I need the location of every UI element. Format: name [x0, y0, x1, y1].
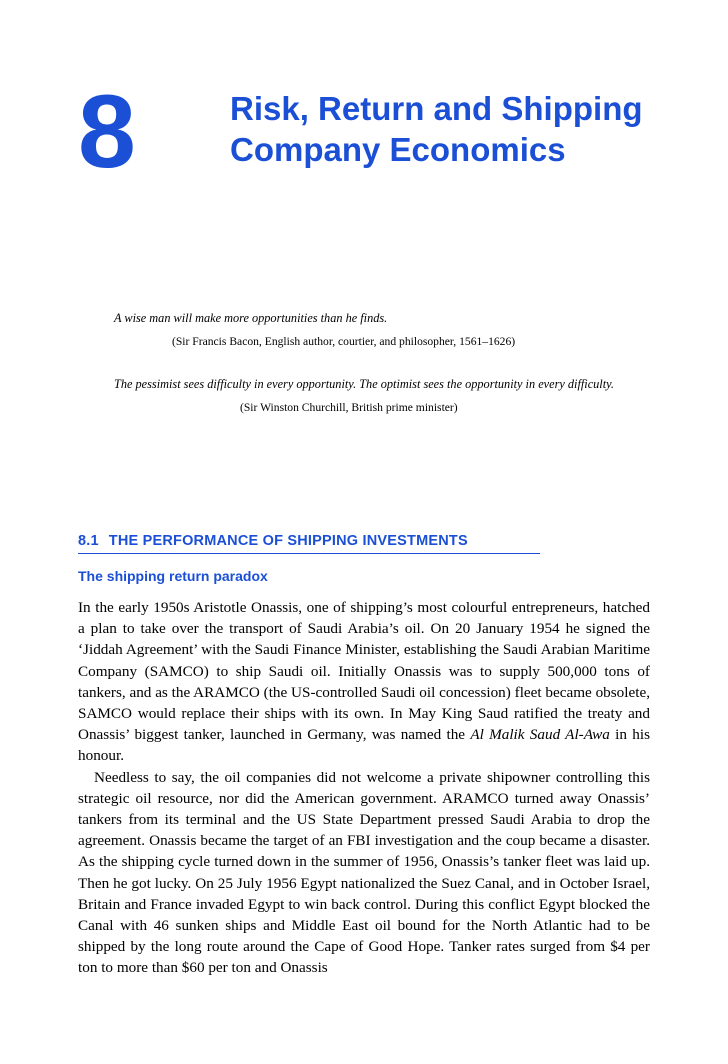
paragraph-2: Needless to say, the oil companies did not welcome a private shipowner controlling this strategic oil resource, nor did the American government. ARAMCO turned away Onassis’ tankers from its terminal and the US State Department pressed Saudi Arabia to drop the agreement. Onassis became the target of an FBI investigation and the coup became a disaster. As the shipping cycle turned down in the summer of 1956, Onassis’s tanker fleet was laid up. Then he got lucky. On 25 July 1956 Egypt nationalized the Suez Canal, and in October Israel, Britain and France invaded Egypt to win back control. During this conflict Egypt blocked the Canal with 46 sunken ships and Middle East oil bound for the North Atlantic had to be shipped by the long route around the Cape of Good Hope. Tanker rates surged from $4 per ton to more than $60 per ton and Onassis — [78, 768, 650, 977]
quote-block-bacon — [114, 310, 614, 350]
body-text — [78, 597, 650, 979]
paragraph-1 — [78, 597, 650, 767]
chapter-header — [78, 74, 650, 190]
quote-block-churchill — [114, 376, 614, 416]
chapter-number: 8 — [78, 74, 134, 190]
sub-heading: The shipping return paradox — [78, 568, 268, 584]
ship-name-italic: Al Malik Saud Al-Awa — [470, 726, 610, 744]
quote-attribution-bacon: (Sir Francis Bacon, English author, courtier, and philosopher, 1561–1626) — [172, 335, 516, 348]
chapter-title: Risk, Return and Shipping Company Economics — [230, 90, 643, 168]
quote-text-bacon: A wise man will make more opportunities than he finds. — [114, 311, 388, 325]
paragraph-1-part-1: In the early 1950s Aristotle Onassis, one of shipping’s most colourful entrepreneurs, hatched a plan to take over the transport of Saudi Arabia’s oil. On 20 January 1954 he signed the ‘Jiddah Agreement’ with the Saudi Finance Minister, establishing the Saudi Arabian Maritime Company (SAMCO) to ship Saudi oil. Initially Onassis was to supply 500,000 tons of tankers, and as the ARAMCO (the US-controlled Saudi oil concession) fleet became obsolete, SAMCO would replace their ships with its own. In May King Saud ratified the treaty and Onassis’ biggest tanker, launched in Germany, was named the — [78, 599, 650, 744]
epigraph-section — [114, 310, 614, 416]
paragraph-1-part-2: in his honour. — [78, 726, 650, 765]
section-heading — [78, 533, 540, 554]
quote-text-churchill: The pessimist sees difficulty in every opportunity. The optimist sees the opportunity in every difficulty. — [114, 377, 614, 391]
section-number: 8.1 — [78, 533, 99, 549]
quote-attribution-churchill: (Sir Winston Churchill, British prime minister) — [240, 401, 458, 414]
section-title: THE PERFORMANCE OF SHIPPING INVESTMENTS — [108, 533, 468, 549]
